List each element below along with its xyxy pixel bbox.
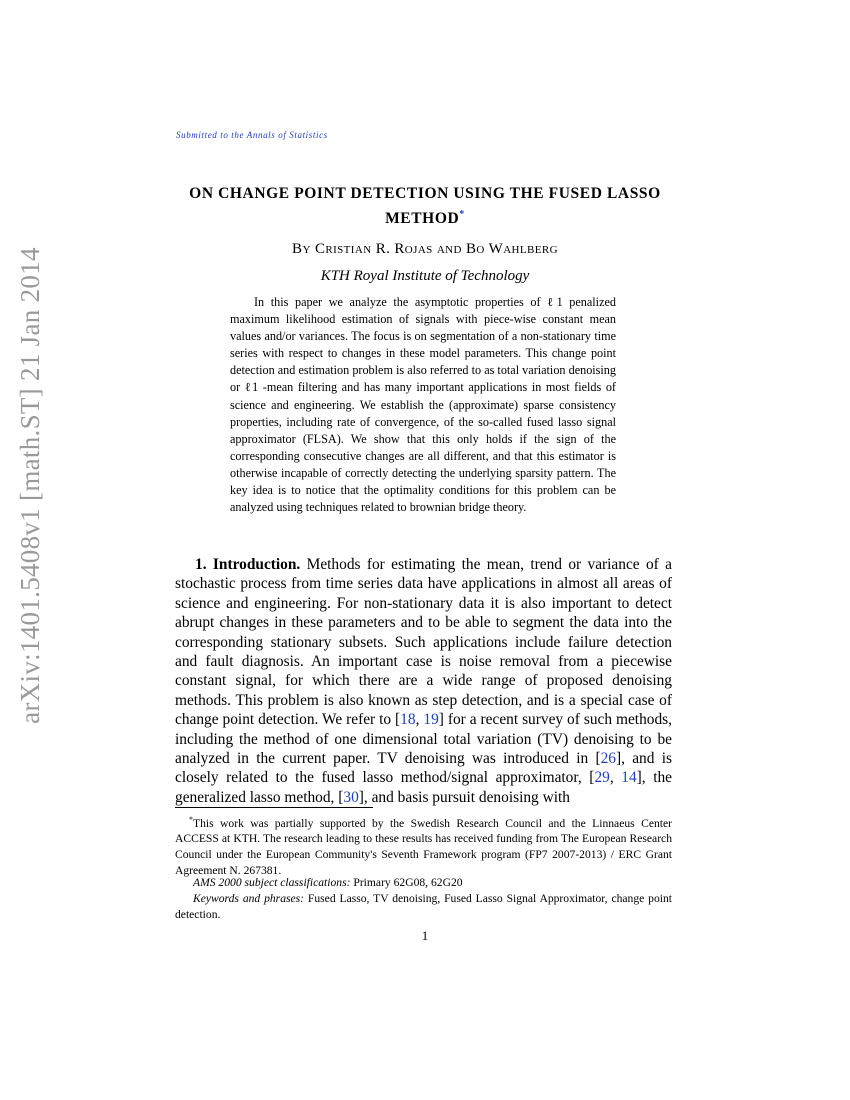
arxiv-stamp	[10, 246, 50, 724]
journal-header[interactable]: Submitted to the Annals of Statistics	[176, 130, 328, 140]
citation-link[interactable]: 30	[343, 788, 359, 806]
ams-classification	[175, 875, 672, 891]
arxiv-stamp-text: arXiv:1401.5408v1 [math.ST] 21 Jan 2014	[14, 246, 45, 724]
citation-separator: ,	[609, 769, 622, 787]
citation-link[interactable]: 29	[594, 769, 610, 787]
citation-link[interactable]: 19	[423, 711, 439, 729]
citation-link[interactable]: 26	[600, 750, 616, 768]
abstract: In this paper we analyze the asymptotic properties of ℓ1 penalized maximum likelihood estimation of signals with piece-wise constant mean values and/or variances. The focus is on segmentation of a non-stationary time series with respect to changes in these model parameters. This change point detection and estimation problem is also referred to as total variation denoising or ℓ1 -mean filtering and has many important applications in most fields of science and engineering. We establish the (approximate) sparse consistency properties, including rate of convergence, of the so-called fused lasso signal approximator (FLSA). We show that this only holds if the sign of the corresponding consecutive changes are all different, and that this estimator is otherwise incapable of correctly detecting the underlying sparsity pattern. The key idea is to notice that the optimality conditions for this problem can be analyzed using techniques related to brownian bridge theory.	[230, 295, 616, 515]
keywords-label: Keywords and phrases:	[193, 892, 305, 905]
citation-separator: ,	[415, 711, 424, 729]
citation-link[interactable]: 14	[621, 769, 637, 787]
paper-title-text: ON CHANGE POINT DETECTION USING THE FUSED LASSO METHOD	[189, 185, 661, 228]
intro-text: ], and is closely related to the fused lasso method/signal approximator, [	[175, 750, 672, 787]
ams-value: Primary 62G08, 62G20	[353, 876, 463, 889]
footnote-rule	[175, 807, 373, 808]
introduction-paragraph	[175, 555, 672, 807]
title-footnote-mark[interactable]: *	[459, 209, 465, 220]
ams-label: AMS 2000 subject classifications:	[193, 876, 351, 889]
funding-footnote	[175, 812, 672, 878]
affiliation: KTH Royal Institute of Technology	[320, 268, 530, 284]
keywords-value: Fused Lasso, TV denoising, Fused Lasso Signal Approximator, change point detection.	[175, 892, 672, 921]
intro-text: ] for a recent survey of such methods, including the method of one dimensional total variation (TV) denoising to be analyzed in the current paper. TV denoising was introduced in [	[175, 711, 672, 768]
author-line: By Cristian R. Rojas and Bo Wahlberg	[292, 241, 558, 257]
intro-text: Methods for estimating the mean, trend or variance of a stochastic process from time series data have applications in almost all areas of science and engineering. For non-stationary data it is also important to detect abrupt changes in these parameters and to be able to segment the data into the corresponding stationary subsets. Such applications include failure detection and fault diagnosis. An important case is noise removal from a piecewise constant signal, for which there are a wide range of proposed denoising methods. This problem is also known as step detection, and is a special case of change point detection. We refer to [	[175, 556, 672, 729]
intro-text: ], and basis pursuit denoising with	[358, 788, 570, 806]
page-number: 1	[421, 928, 429, 943]
paper-title	[175, 183, 675, 229]
citation-link[interactable]: 18	[400, 711, 416, 729]
keywords	[175, 891, 672, 922]
intro-text: ], the generalized lasso method, [	[175, 769, 673, 806]
funding-text: This work was partially supported by the Swedish Research Council and the Linnaeus Center ACCESS at KTH. The research leading to these results has received funding from The European Research Council under the European Community's Seventh Framework program (FP7 2007-2013) / ERC Grant Agreement N. 267381.	[175, 816, 672, 877]
section-heading: 1. Introduction.	[195, 556, 301, 573]
footnote-mark: *	[189, 815, 193, 824]
